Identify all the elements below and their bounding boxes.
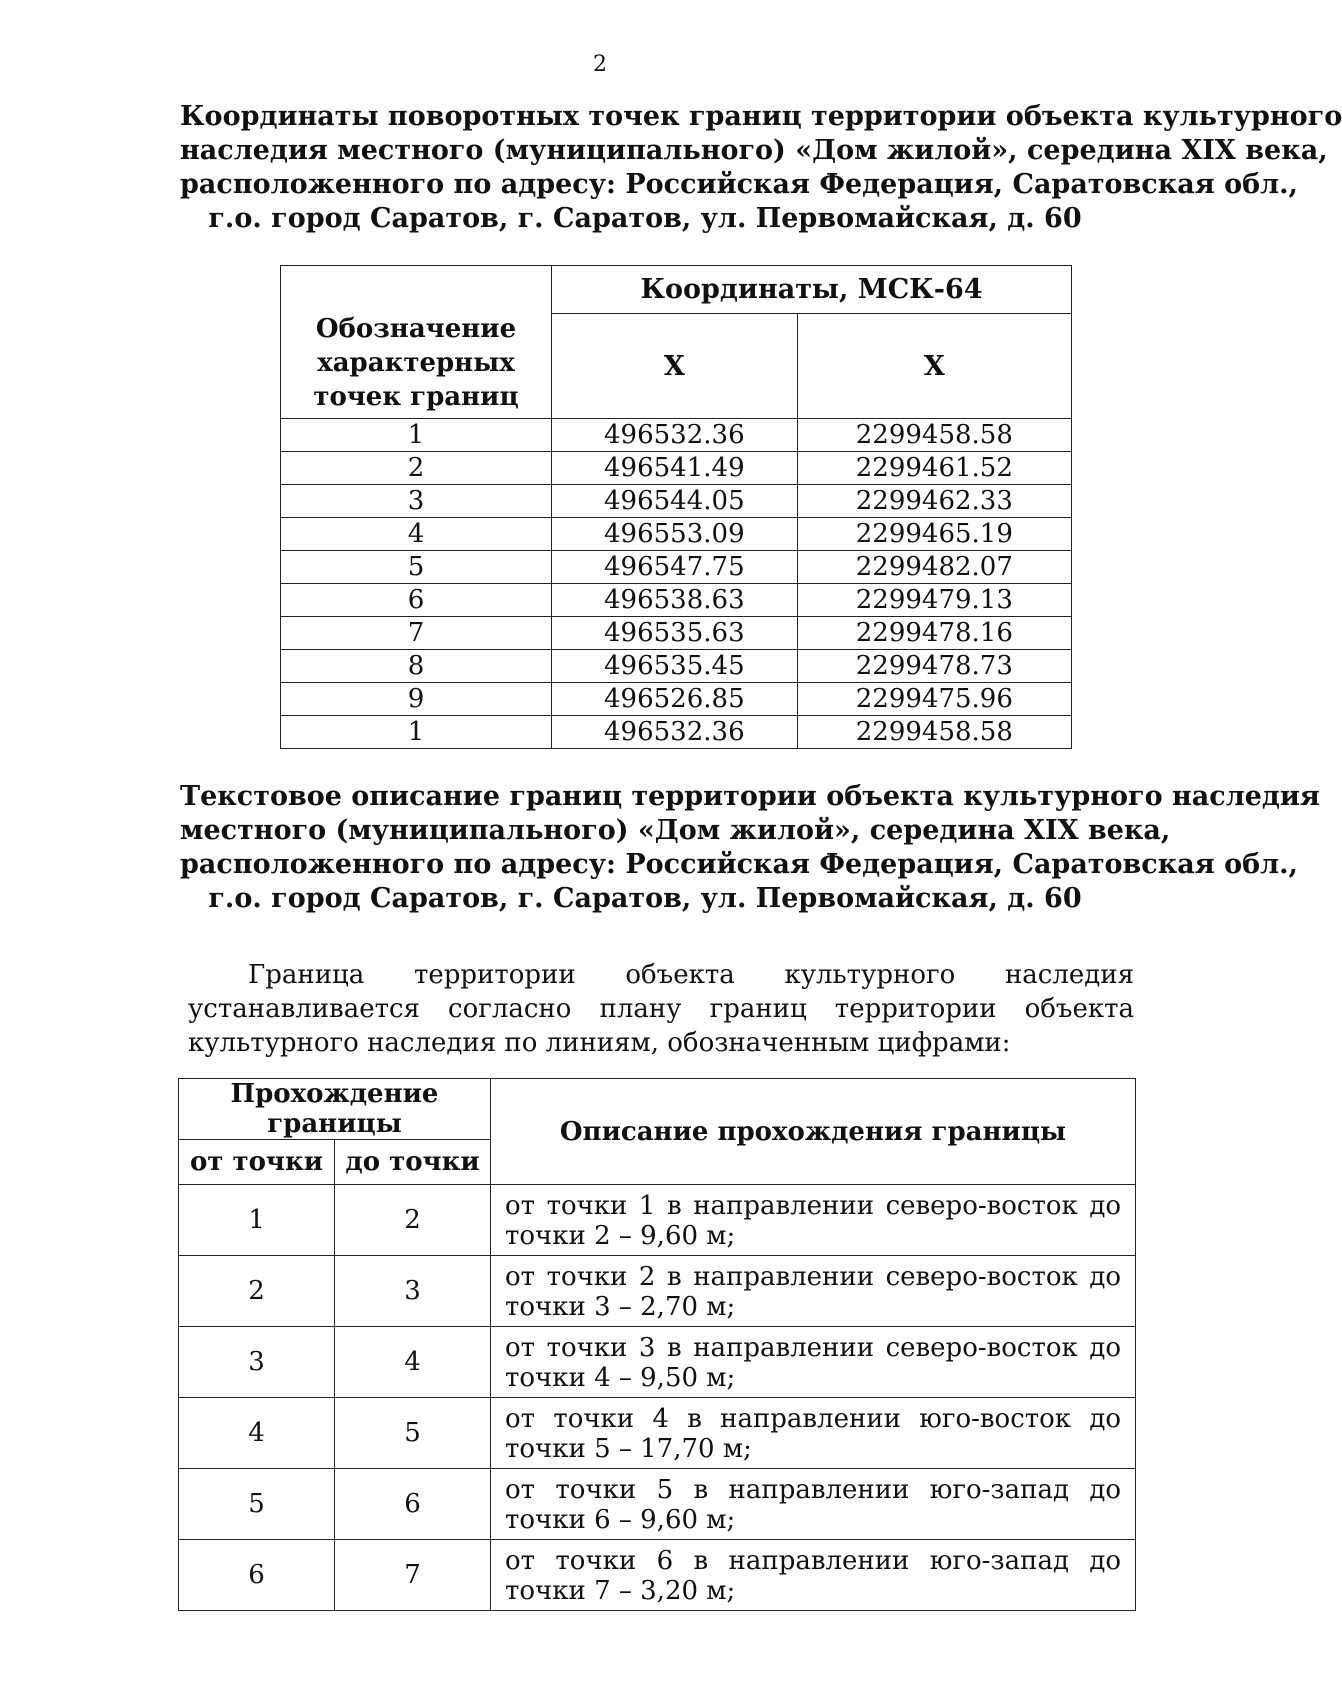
boundary-cell-to: 5 [335, 1398, 491, 1469]
header-x: X [552, 314, 798, 419]
paragraph-text: Граница территории объекта культурного наследия устанавливается согласно плану границ территории объекта культурного наследия по линиям, обозначенным цифрами: [188, 960, 1134, 1058]
coordinate-cell-x: 496553.09 [552, 518, 798, 551]
coordinate-cell-x: 496532.36 [552, 419, 798, 452]
coordinate-cell-y: 2299458.58 [797, 419, 1071, 452]
header-line: характерных [317, 348, 515, 378]
boundary-cell-desc: от точки 6 в направлении юго-запад до точки 7 – 3,20 м; [491, 1540, 1136, 1611]
coordinate-row [281, 584, 1072, 617]
header-line: точек границ [313, 382, 519, 412]
boundary-cell-from: 1 [179, 1185, 335, 1256]
boundary-cell-desc: от точки 3 в направлении северо-восток до точки 4 – 9,50 м; [491, 1327, 1136, 1398]
boundary-cell-to: 6 [335, 1469, 491, 1540]
header-point-designation [281, 266, 552, 419]
coordinate-cell-point: 5 [281, 551, 552, 584]
coordinate-cell-y: 2299461.52 [797, 452, 1071, 485]
coordinate-cell-point: 4 [281, 518, 552, 551]
boundary-cell-from: 2 [179, 1256, 335, 1327]
heading-line: местного (муниципального) «Дом жилой», середина XIX века, [180, 815, 1171, 846]
body-paragraph [188, 958, 1134, 1060]
header-from-point: от точки [179, 1140, 335, 1185]
coordinate-row [281, 617, 1072, 650]
heading-line: расположенного по адресу: Российская Федерация, Саратовская обл., [180, 169, 1298, 200]
coordinate-cell-point: 1 [281, 419, 552, 452]
coordinate-row [281, 518, 1072, 551]
boundary-cell-from: 5 [179, 1469, 335, 1540]
coordinate-row [281, 716, 1072, 749]
coordinate-row [281, 683, 1072, 716]
coordinate-row [281, 650, 1072, 683]
header-coordinates: Координаты, МСК-64 [552, 266, 1072, 314]
coordinate-cell-y: 2299458.58 [797, 716, 1071, 749]
boundary-cell-from: 3 [179, 1327, 335, 1398]
boundary-cell-desc: от точки 1 в направлении северо-восток до точки 2 – 9,60 м; [491, 1185, 1136, 1256]
heading-line: Текстовое описание границ территории объекта культурного наследия [180, 781, 1320, 812]
coordinate-cell-x: 496547.75 [552, 551, 798, 584]
coordinate-row [281, 551, 1072, 584]
coordinate-cell-point: 8 [281, 650, 552, 683]
description-heading [180, 780, 1320, 916]
boundary-row [179, 1185, 1136, 1256]
heading-line: наследия местного (муниципального) «Дом жилой», середина XIX века, [180, 135, 1328, 166]
heading-line: расположенного по адресу: Российская Федерация, Саратовская обл., [180, 849, 1298, 880]
boundary-cell-from: 4 [179, 1398, 335, 1469]
boundary-row [179, 1256, 1136, 1327]
boundary-row [179, 1327, 1136, 1398]
coordinate-cell-point: 3 [281, 485, 552, 518]
coordinate-cell-x: 496541.49 [552, 452, 798, 485]
coordinate-cell-x: 496535.63 [552, 617, 798, 650]
coordinate-cell-point: 2 [281, 452, 552, 485]
coordinate-row [281, 485, 1072, 518]
coordinates-table [280, 265, 1072, 749]
coordinate-row [281, 419, 1072, 452]
header-y: X [797, 314, 1071, 419]
header-description: Описание прохождения границы [491, 1079, 1136, 1185]
boundary-row [179, 1540, 1136, 1611]
coordinate-cell-y: 2299465.19 [797, 518, 1071, 551]
coordinate-cell-point: 1 [281, 716, 552, 749]
coordinate-cell-x: 496526.85 [552, 683, 798, 716]
boundary-cell-desc: от точки 4 в направлении юго-восток до точки 5 – 17,70 м; [491, 1398, 1136, 1469]
boundary-cell-desc: от точки 5 в направлении юго-запад до точки 6 – 9,60 м; [491, 1469, 1136, 1540]
header-to-point: до точки [335, 1140, 491, 1185]
coordinate-cell-x: 496544.05 [552, 485, 798, 518]
heading-line: г.о. город Саратов, г. Саратов, ул. Первомайская, д. 60 [208, 883, 1082, 914]
coordinate-cell-x: 496538.63 [552, 584, 798, 617]
boundary-description-table [178, 1078, 1136, 1611]
coordinate-cell-y: 2299478.73 [797, 650, 1071, 683]
coordinate-cell-y: 2299478.16 [797, 617, 1071, 650]
boundary-cell-to: 3 [335, 1256, 491, 1327]
coordinate-cell-x: 496535.45 [552, 650, 798, 683]
page-number: 2 [593, 52, 607, 77]
boundary-cell-to: 2 [335, 1185, 491, 1256]
heading-line: г.о. город Саратов, г. Саратов, ул. Первомайская, д. 60 [208, 203, 1082, 234]
coordinates-heading [180, 100, 1342, 236]
coordinate-cell-point: 6 [281, 584, 552, 617]
coordinate-row [281, 452, 1072, 485]
boundary-cell-desc: от точки 2 в направлении северо-восток до точки 3 – 2,70 м; [491, 1256, 1136, 1327]
coordinate-cell-y: 2299462.33 [797, 485, 1071, 518]
coordinate-cell-point: 9 [281, 683, 552, 716]
boundary-row [179, 1469, 1136, 1540]
boundary-cell-to: 4 [335, 1327, 491, 1398]
coordinate-cell-y: 2299482.07 [797, 551, 1071, 584]
boundary-cell-from: 6 [179, 1540, 335, 1611]
coordinate-cell-y: 2299479.13 [797, 584, 1071, 617]
header-boundary-passage: Прохождение границы [179, 1079, 491, 1140]
heading-line: Координаты поворотных точек границ территории объекта культурного [180, 101, 1342, 132]
boundary-cell-to: 7 [335, 1540, 491, 1611]
coordinate-cell-x: 496532.36 [552, 716, 798, 749]
coordinate-cell-point: 7 [281, 617, 552, 650]
boundary-row [179, 1398, 1136, 1469]
header-line: Обозначение [315, 314, 517, 344]
coordinate-cell-y: 2299475.96 [797, 683, 1071, 716]
